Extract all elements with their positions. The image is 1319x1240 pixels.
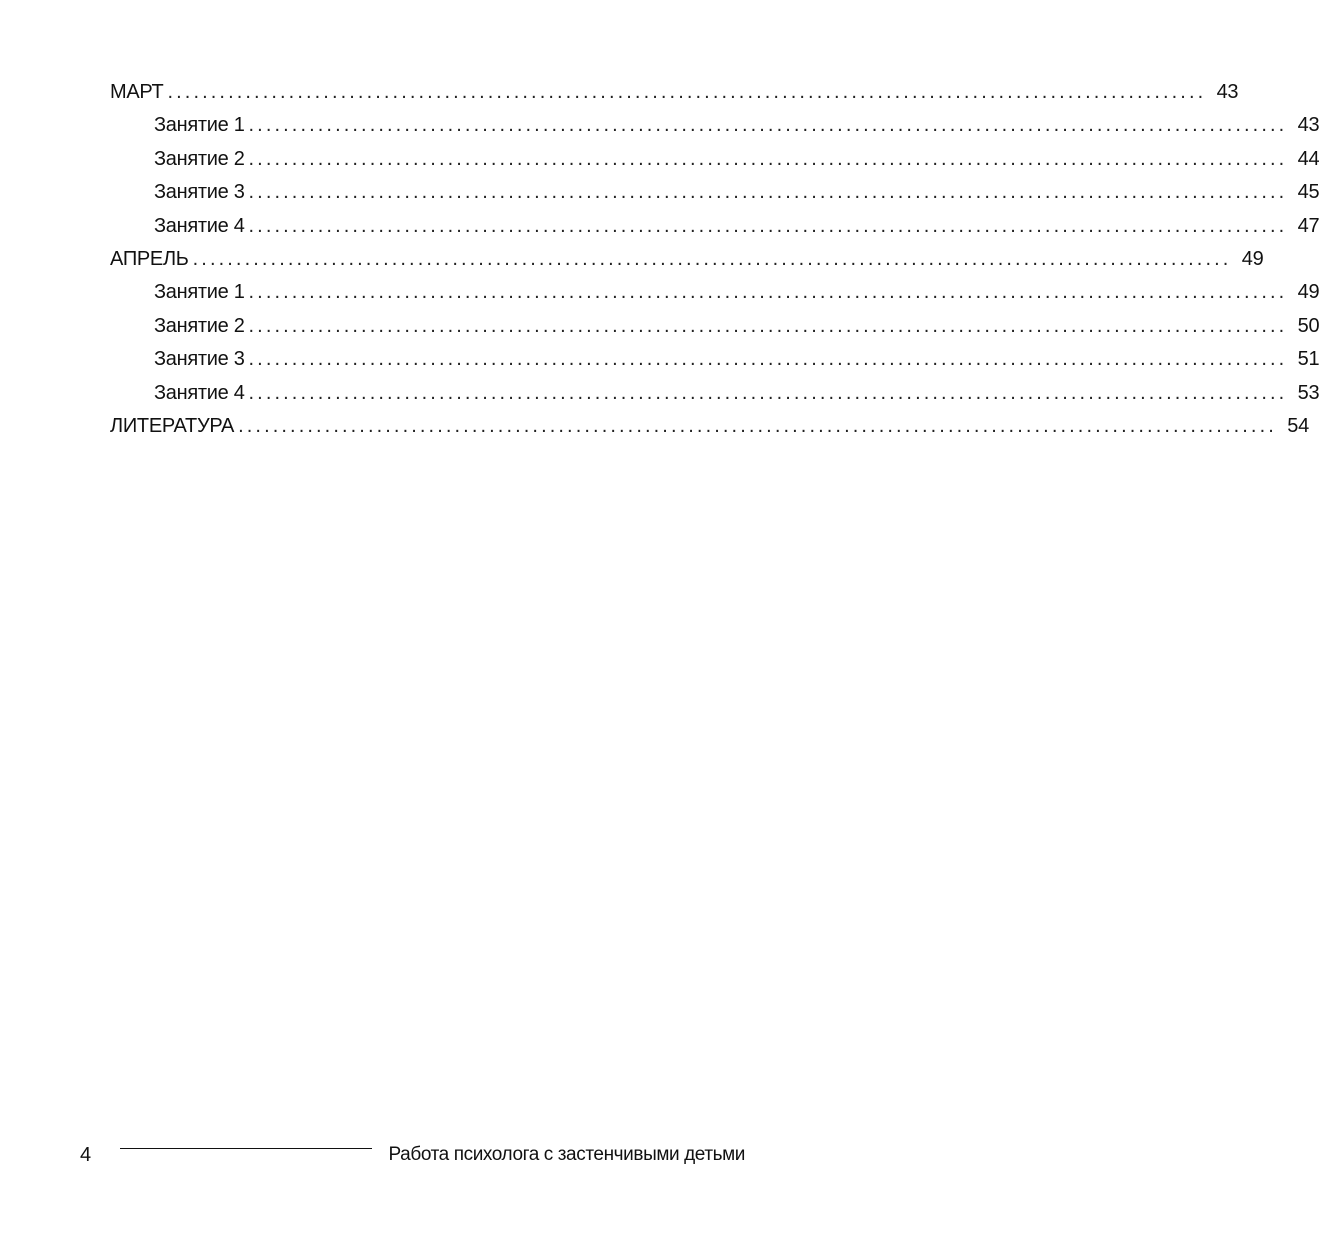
toc-entry-mart-lesson-1 xyxy=(110,109,1319,142)
toc-entry-title: Занятие 4 xyxy=(154,381,245,404)
toc-entry-page: 51 xyxy=(1297,348,1319,371)
footer-rule xyxy=(120,1148,372,1149)
toc-entry-title: Занятие 3 xyxy=(154,348,245,371)
toc-entry-aprel xyxy=(110,243,1264,276)
toc-dot-leader: ........................................................................................................................ xyxy=(248,181,1288,204)
toc-entry-page: 43 xyxy=(1216,81,1239,103)
toc-entry-mart xyxy=(110,76,1239,109)
toc-entry-aprel-lesson-2 xyxy=(110,310,1319,343)
toc-entry-aprel-lesson-3 xyxy=(110,343,1319,376)
toc-entry-title: Занятие 2 xyxy=(154,147,245,170)
toc-entry-aprel-lesson-4 xyxy=(110,377,1319,410)
toc-dot-leader: ........................................................................................................................ xyxy=(248,214,1288,237)
toc-entry-title: МАРТ xyxy=(110,81,164,103)
toc-entry-mart-lesson-4 xyxy=(110,210,1319,243)
toc-entry-title: АПРЕЛЬ xyxy=(110,247,189,270)
toc-entry-page: 50 xyxy=(1297,314,1319,337)
toc-entry-literatura xyxy=(110,410,1309,443)
toc-entry-title: Занятие 2 xyxy=(154,314,245,337)
toc-dot-leader: ........................................................................................................................ xyxy=(192,247,1232,270)
toc-dot-leader: ........................................................................................................................ xyxy=(248,147,1288,170)
toc-entry-page: 49 xyxy=(1241,247,1264,270)
toc-entry-title: Занятие 4 xyxy=(154,214,245,237)
toc-entry-page: 43 xyxy=(1297,114,1319,137)
footer-book-title: Работа психолога с застенчивыми детьми xyxy=(388,1144,745,1165)
toc-entry-page: 44 xyxy=(1297,147,1319,170)
toc-entry-mart-lesson-3 xyxy=(110,176,1319,209)
toc-dot-leader: ........................................................................................................................ xyxy=(248,348,1288,371)
toc-dot-leader: ........................................................................................................................ xyxy=(238,414,1277,437)
page-footer xyxy=(0,1138,827,1178)
toc-entry-page: 49 xyxy=(1297,281,1319,304)
toc-entry-page: 54 xyxy=(1287,414,1309,437)
toc-entry-aprel-lesson-1 xyxy=(110,276,1319,309)
footer-page-number: 4 xyxy=(80,1144,92,1166)
toc-entry-mart-lesson-2 xyxy=(110,143,1319,176)
toc-entry-title: Занятие 1 xyxy=(154,114,245,137)
toc-dot-leader: ........................................................................................................................ xyxy=(248,281,1288,304)
toc-dot-leader: ........................................................................................................................ xyxy=(248,114,1288,137)
toc-entry-title: ЛИТЕРАТУРА xyxy=(110,414,235,437)
toc-dot-leader: ........................................................................................................................ xyxy=(248,314,1288,337)
toc-entry-title: Занятие 1 xyxy=(154,281,245,304)
toc-entry-page: 53 xyxy=(1297,381,1319,404)
table-of-contents xyxy=(110,76,1319,443)
toc-entry-page: 45 xyxy=(1297,181,1319,204)
toc-dot-leader: ........................................................................................................................ xyxy=(248,381,1288,404)
toc-dot-leader: ........................................................................................................................ xyxy=(167,81,1207,103)
toc-entry-page: 47 xyxy=(1297,214,1319,237)
toc-entry-title: Занятие 3 xyxy=(154,181,245,204)
